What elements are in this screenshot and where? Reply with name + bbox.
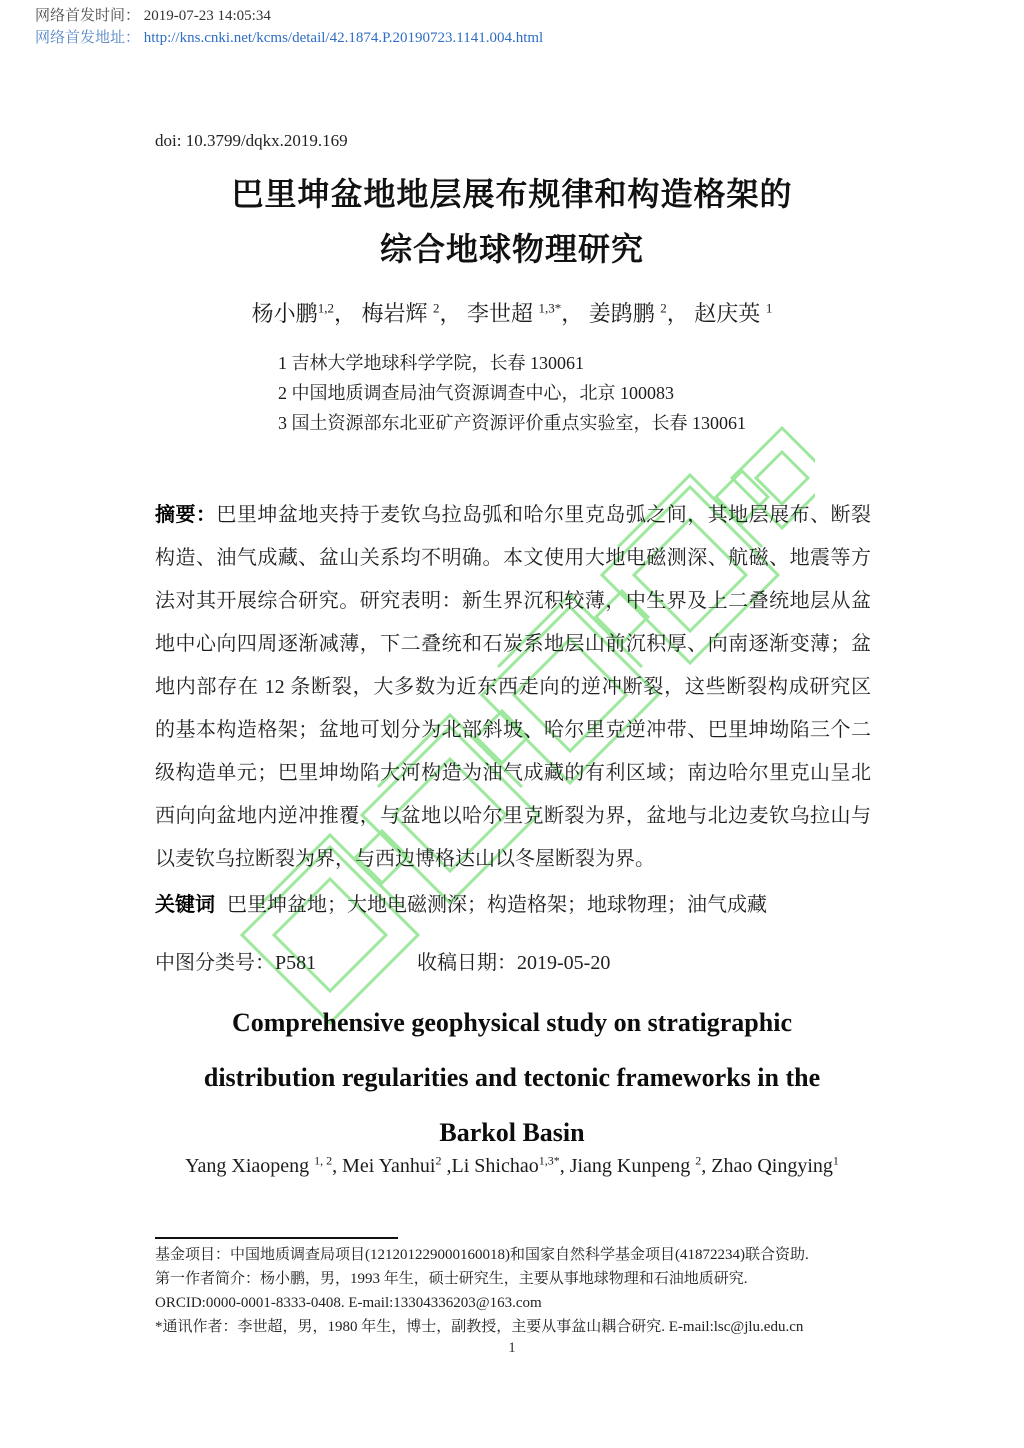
clc-value: P581 <box>275 952 317 974</box>
author-cn: 梅岩辉 $^2$， <box>361 300 462 326</box>
abstract-line: 西向向盆地内逆冲推覆，与盆地以哈尔里克断裂为界，盆地与北边麦钦乌拉山与 <box>155 805 871 827</box>
keywords-text: 巴里坤盆地；大地电磁测深；构造格架；地球物理；油气成藏 <box>227 894 767 916</box>
abstract-line: 法对其开展综合研究。研究表明：新生界沉积较薄，中生界及上二叠统地层从盆 <box>155 590 871 612</box>
author-affil-sup: 1 <box>765 300 773 316</box>
article-title-cn-line1: 巴里坤盆地地层展布规律和构造格架的 <box>231 176 793 212</box>
abstract <box>155 494 871 881</box>
abstract-line: 摘要：巴里坤盆地夹持于麦钦乌拉岛弧和哈尔里克岛弧之间，其地层展布、断裂 <box>155 504 872 526</box>
publication-time-label: 网络首发时间： <box>35 8 141 24</box>
publication-url-link[interactable]: http://kns.cnki.net/kcms/detail/42.1874.P.20190723.1141.004.html <box>143 30 544 46</box>
author-affil-sup: 1,3* <box>538 300 562 316</box>
authors-cn <box>0 297 1024 331</box>
author-en: Li Shichao$^{1,3*}$, <box>451 1153 570 1177</box>
page-number: 1 <box>508 1340 516 1356</box>
abstract-line: 构造、油气成藏、盆山关系均不明确。本文使用大地电磁测深、航磁、地震等方 <box>155 547 871 569</box>
article-title-en <box>0 995 1024 1160</box>
footnote-orcid-email: ORCID:0000-0001-8333-0408. E-mail:13304336203@163.com <box>155 1295 542 1311</box>
abstract-line: 以麦钦乌拉断裂为界，与西边博格达山以冬屋断裂为界。 <box>155 848 655 870</box>
author-affil-sup: 1,3* <box>538 1153 560 1168</box>
footnotes <box>155 1243 881 1339</box>
author-affil-sup: 1, 2 <box>314 1153 333 1168</box>
received-date-value: 2019-05-20 <box>517 952 611 974</box>
author-cn: 姜鹍鹏 $^2$， <box>588 300 689 326</box>
author-cn: 赵庆英 $^1$ <box>694 300 773 326</box>
article-title-cn <box>0 167 1024 277</box>
author-affil-sup: 2 <box>695 1153 702 1168</box>
article-title-en-line1: Comprehensive geophysical study on stratigraphic <box>232 1008 792 1037</box>
publication-time-value: 2019-07-23 14:05:34 <box>143 8 271 24</box>
keywords-label: 关键词 <box>155 894 215 916</box>
author-en: Jiang Kunpeng $^2$, <box>569 1153 712 1177</box>
affiliations <box>0 348 1024 438</box>
footnote-corresponding-author: *通讯作者：李世超，男，1980 年生，博士，副教授，主要从事盆山耦合研究. E-mail:lsc@jlu.edu.cn <box>155 1319 804 1335</box>
keywords-line <box>155 890 915 920</box>
author-en: Zhao Qingying$^1$ <box>711 1153 839 1177</box>
clc-label: 中图分类号： <box>155 952 275 974</box>
abstract-line: 地内部存在 12 条断裂，大多数为近东西走向的逆冲断裂，这些断裂构成研究区 <box>155 676 871 698</box>
cnki-first-publication-header <box>35 5 543 49</box>
affiliation-2: 2 中国地质调查局油气资源调查中心，北京 100083 <box>278 383 674 403</box>
clc-received-line <box>155 948 871 978</box>
author-en: Mei Yanhui$^2$ , <box>342 1153 452 1177</box>
author-affil-sup: 1,2 <box>317 300 334 316</box>
abstract-line: 级构造单元；巴里坤坳陷大河构造为油气成藏的有利区域；南边哈尔里克山呈北 <box>155 762 871 784</box>
abstract-label: 摘要： <box>155 504 217 526</box>
received-date-label: 收稿日期： <box>417 952 517 974</box>
abstract-line: 地中心向四周逐渐减薄，下二叠统和石炭系地层山前沉积厚、向南逐渐变薄；盆 <box>155 633 871 655</box>
author-affil-sup: 1 <box>832 1153 839 1168</box>
author-en: Yang Xiaopeng $^{1, 2}$, <box>185 1153 343 1177</box>
affiliation-3: 3 国土资源部东北亚矿产资源评价重点实验室，长春 130061 <box>278 413 746 433</box>
article-title-en-line3: Barkol Basin <box>439 1118 585 1147</box>
author-affil-sup: 2 <box>432 300 440 316</box>
authors-en <box>0 1150 1024 1182</box>
publication-time-line <box>35 5 543 27</box>
author-affil-sup: 2 <box>435 1153 442 1168</box>
publication-url-label: 网络首发地址： <box>35 30 141 46</box>
article-title-en-line2: distribution regularities and tectonic frameworks in the <box>203 1063 821 1092</box>
footnote-funding: 基金项目：中国地质调查局项目(121201229000160018)和国家自然科学基金项目(41872234)联合资助. <box>155 1247 809 1263</box>
footnote-separator-rule <box>155 1237 398 1239</box>
author-affil-sup: 2 <box>660 300 667 316</box>
doi-line: doi: 10.3799/dqkx.2019.169 <box>155 131 348 150</box>
footnote-first-author-bio: 第一作者简介：杨小鹏，男，1993 年生，硕士研究生，主要从事地球物理和石油地质研究. <box>155 1271 748 1287</box>
article-title-cn-line2: 综合地球物理研究 <box>379 231 644 267</box>
abstract-line: 的基本构造格架；盆地可划分为北部斜坡、哈尔里克逆冲带、巴里坤坳陷三个二 <box>155 719 871 741</box>
author-cn: 杨小鹏$^{1,2}$， <box>251 300 356 326</box>
author-cn: 李世超 $^{1,3*}$， <box>466 300 584 326</box>
affiliation-1: 1 吉林大学地球科学学院，长春 130061 <box>278 353 584 373</box>
publication-url-line <box>35 27 543 49</box>
